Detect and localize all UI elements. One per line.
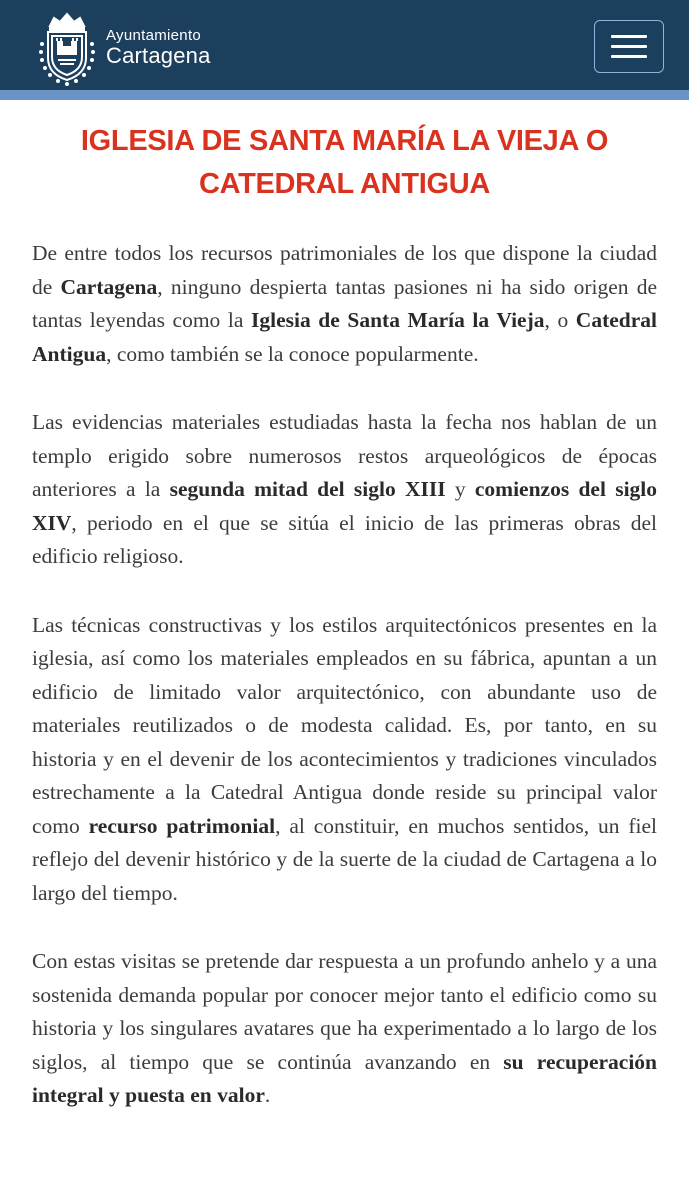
- paragraph-1: [32, 237, 657, 371]
- text-span: y: [445, 477, 475, 501]
- text-span: Con estas visitas se pretende dar respuesta a un profundo anhelo y a una sostenida demanda popular por conocer mejor tanto el edificio como su historia y los singulares avatares que ha experimentado a lo largo de los siglos, al tiempo que se continúa avanzando en: [32, 949, 657, 1074]
- site-header: [0, 0, 689, 90]
- text-span: De entre todos los recursos patrimoniales de los que dispone la ciudad de: [32, 241, 657, 299]
- header-accent-bar: [0, 90, 689, 100]
- menu-toggle-button[interactable]: [594, 20, 664, 73]
- hamburger-icon-line-2: [611, 45, 647, 48]
- logo-line-2: Cartagena: [106, 42, 211, 68]
- bold-text: Catedral Antigua: [32, 308, 657, 366]
- hamburger-icon-line-3: [611, 55, 647, 58]
- bold-text: Cartagena: [60, 274, 158, 299]
- coat-of-arms-icon: [36, 8, 98, 86]
- text-span: .: [264, 1083, 271, 1107]
- logo-line-1: Ayuntamiento: [106, 26, 202, 44]
- page-title: IGLESIA DE SANTA MARÍA LA VIEJA O CATEDRAL ANTIGUA: [80, 125, 609, 200]
- text-span: , al constituir, en muchos sentidos, un fiel reflejo del devenir histórico y de la suerte de la ciudad de Cartagena a lo largo del tiempo.: [32, 813, 657, 905]
- logo-text: [106, 28, 211, 67]
- text-span: , periodo en el que se sitúa el inicio de las primeras obras del edificio religioso.: [32, 510, 657, 568]
- paragraph-4: [32, 945, 657, 1113]
- text-span: , o: [544, 308, 576, 332]
- bold-text: Iglesia de Santa María la Vieja: [250, 308, 545, 332]
- hamburger-icon: [611, 35, 647, 38]
- text-span: , como también se la conoce popularmente.: [106, 341, 479, 366]
- bold-text: recurso patrimonial: [88, 813, 276, 838]
- bold-text: segunda mitad del siglo XIII: [169, 477, 446, 501]
- text-span: , ninguno despierta tantas pasiones ni ha sido origen de tantas leyendas como la: [32, 274, 658, 332]
- bold-text: comienzos del siglo XIV: [32, 477, 658, 535]
- paragraph-2: [32, 406, 657, 574]
- paragraph-3: [32, 609, 657, 911]
- text-span: Las evidencias materiales estudiadas hasta la fecha nos hablan de un templo erigido sobre numerosos restos arqueológicos de épocas anteriores a la: [32, 410, 657, 501]
- bold-text: su recuperación integral y puesta en valor: [32, 1049, 657, 1107]
- site-logo[interactable]: [36, 8, 211, 86]
- text-span: Las técnicas constructivas y los estilos arquitectónicos presentes en la iglesia, así como los materiales empleados en su fábrica, apuntan a un edificio de limitado valor arquitectónico, con abundante uso de materiales reutilizados o de modesta calidad. Es, por tanto, en su historia y en el devenir de los acontecimientos y tradiciones vinculados estrechamente a la Catedral Antigua donde reside su principal valor como: [32, 612, 657, 838]
- article-content: [32, 120, 657, 1113]
